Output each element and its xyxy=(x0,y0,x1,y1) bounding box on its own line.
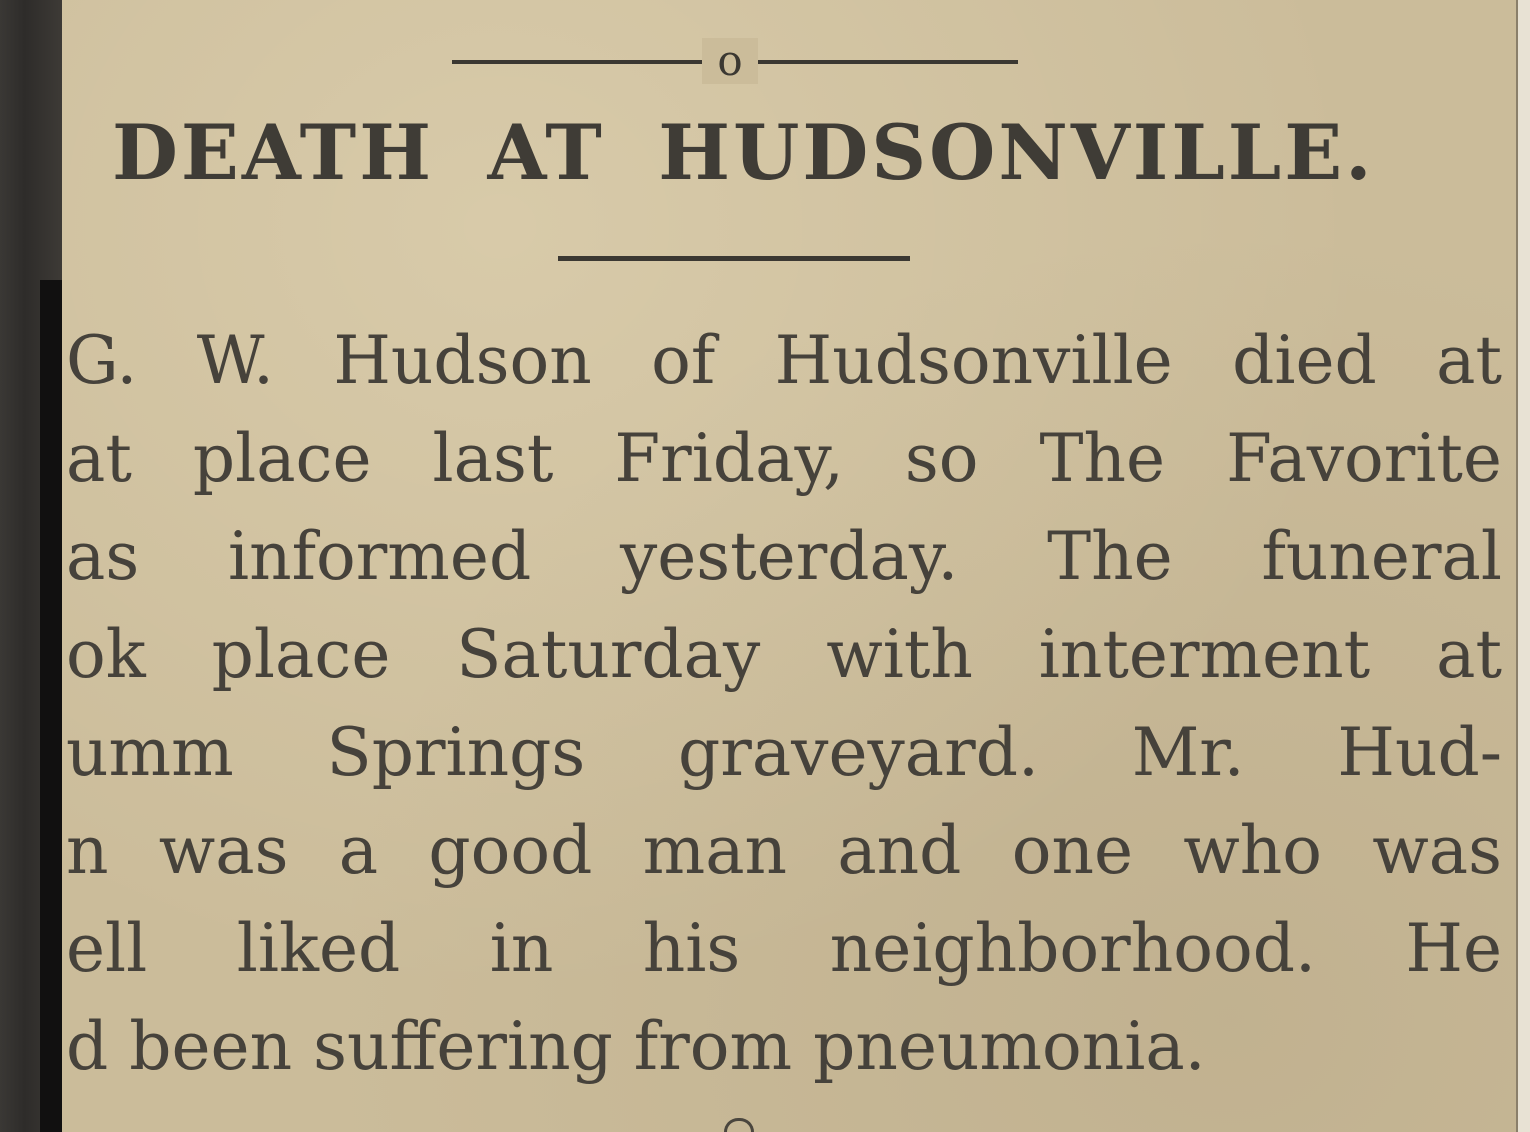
separator-ornament: o xyxy=(702,38,758,84)
article-headline: DEATH AT HUDSONVILLE. xyxy=(112,108,1375,197)
article-line: d been suffering from pneumonia. xyxy=(66,1008,1206,1085)
article-body xyxy=(66,312,1502,1096)
article-line: ok place Saturday with interment at xyxy=(66,616,1502,693)
page-binding-edge xyxy=(0,0,62,1132)
page-right-margin xyxy=(1516,0,1530,1132)
article-line: as informed yesterday. The funeral xyxy=(66,518,1502,595)
article-line: n was a good man and one who was xyxy=(66,812,1502,889)
article-line: G. W. Hudson of Hudsonville died at xyxy=(66,322,1502,399)
article-line: ell liked in his neighborhood. He xyxy=(66,910,1502,987)
article-line: at place last Friday, so The Favorite xyxy=(66,420,1502,497)
headline-rule xyxy=(558,256,910,261)
article-line: umm Springs graveyard. Mr. Hud- xyxy=(66,714,1502,791)
binding-shadow xyxy=(40,280,62,1132)
